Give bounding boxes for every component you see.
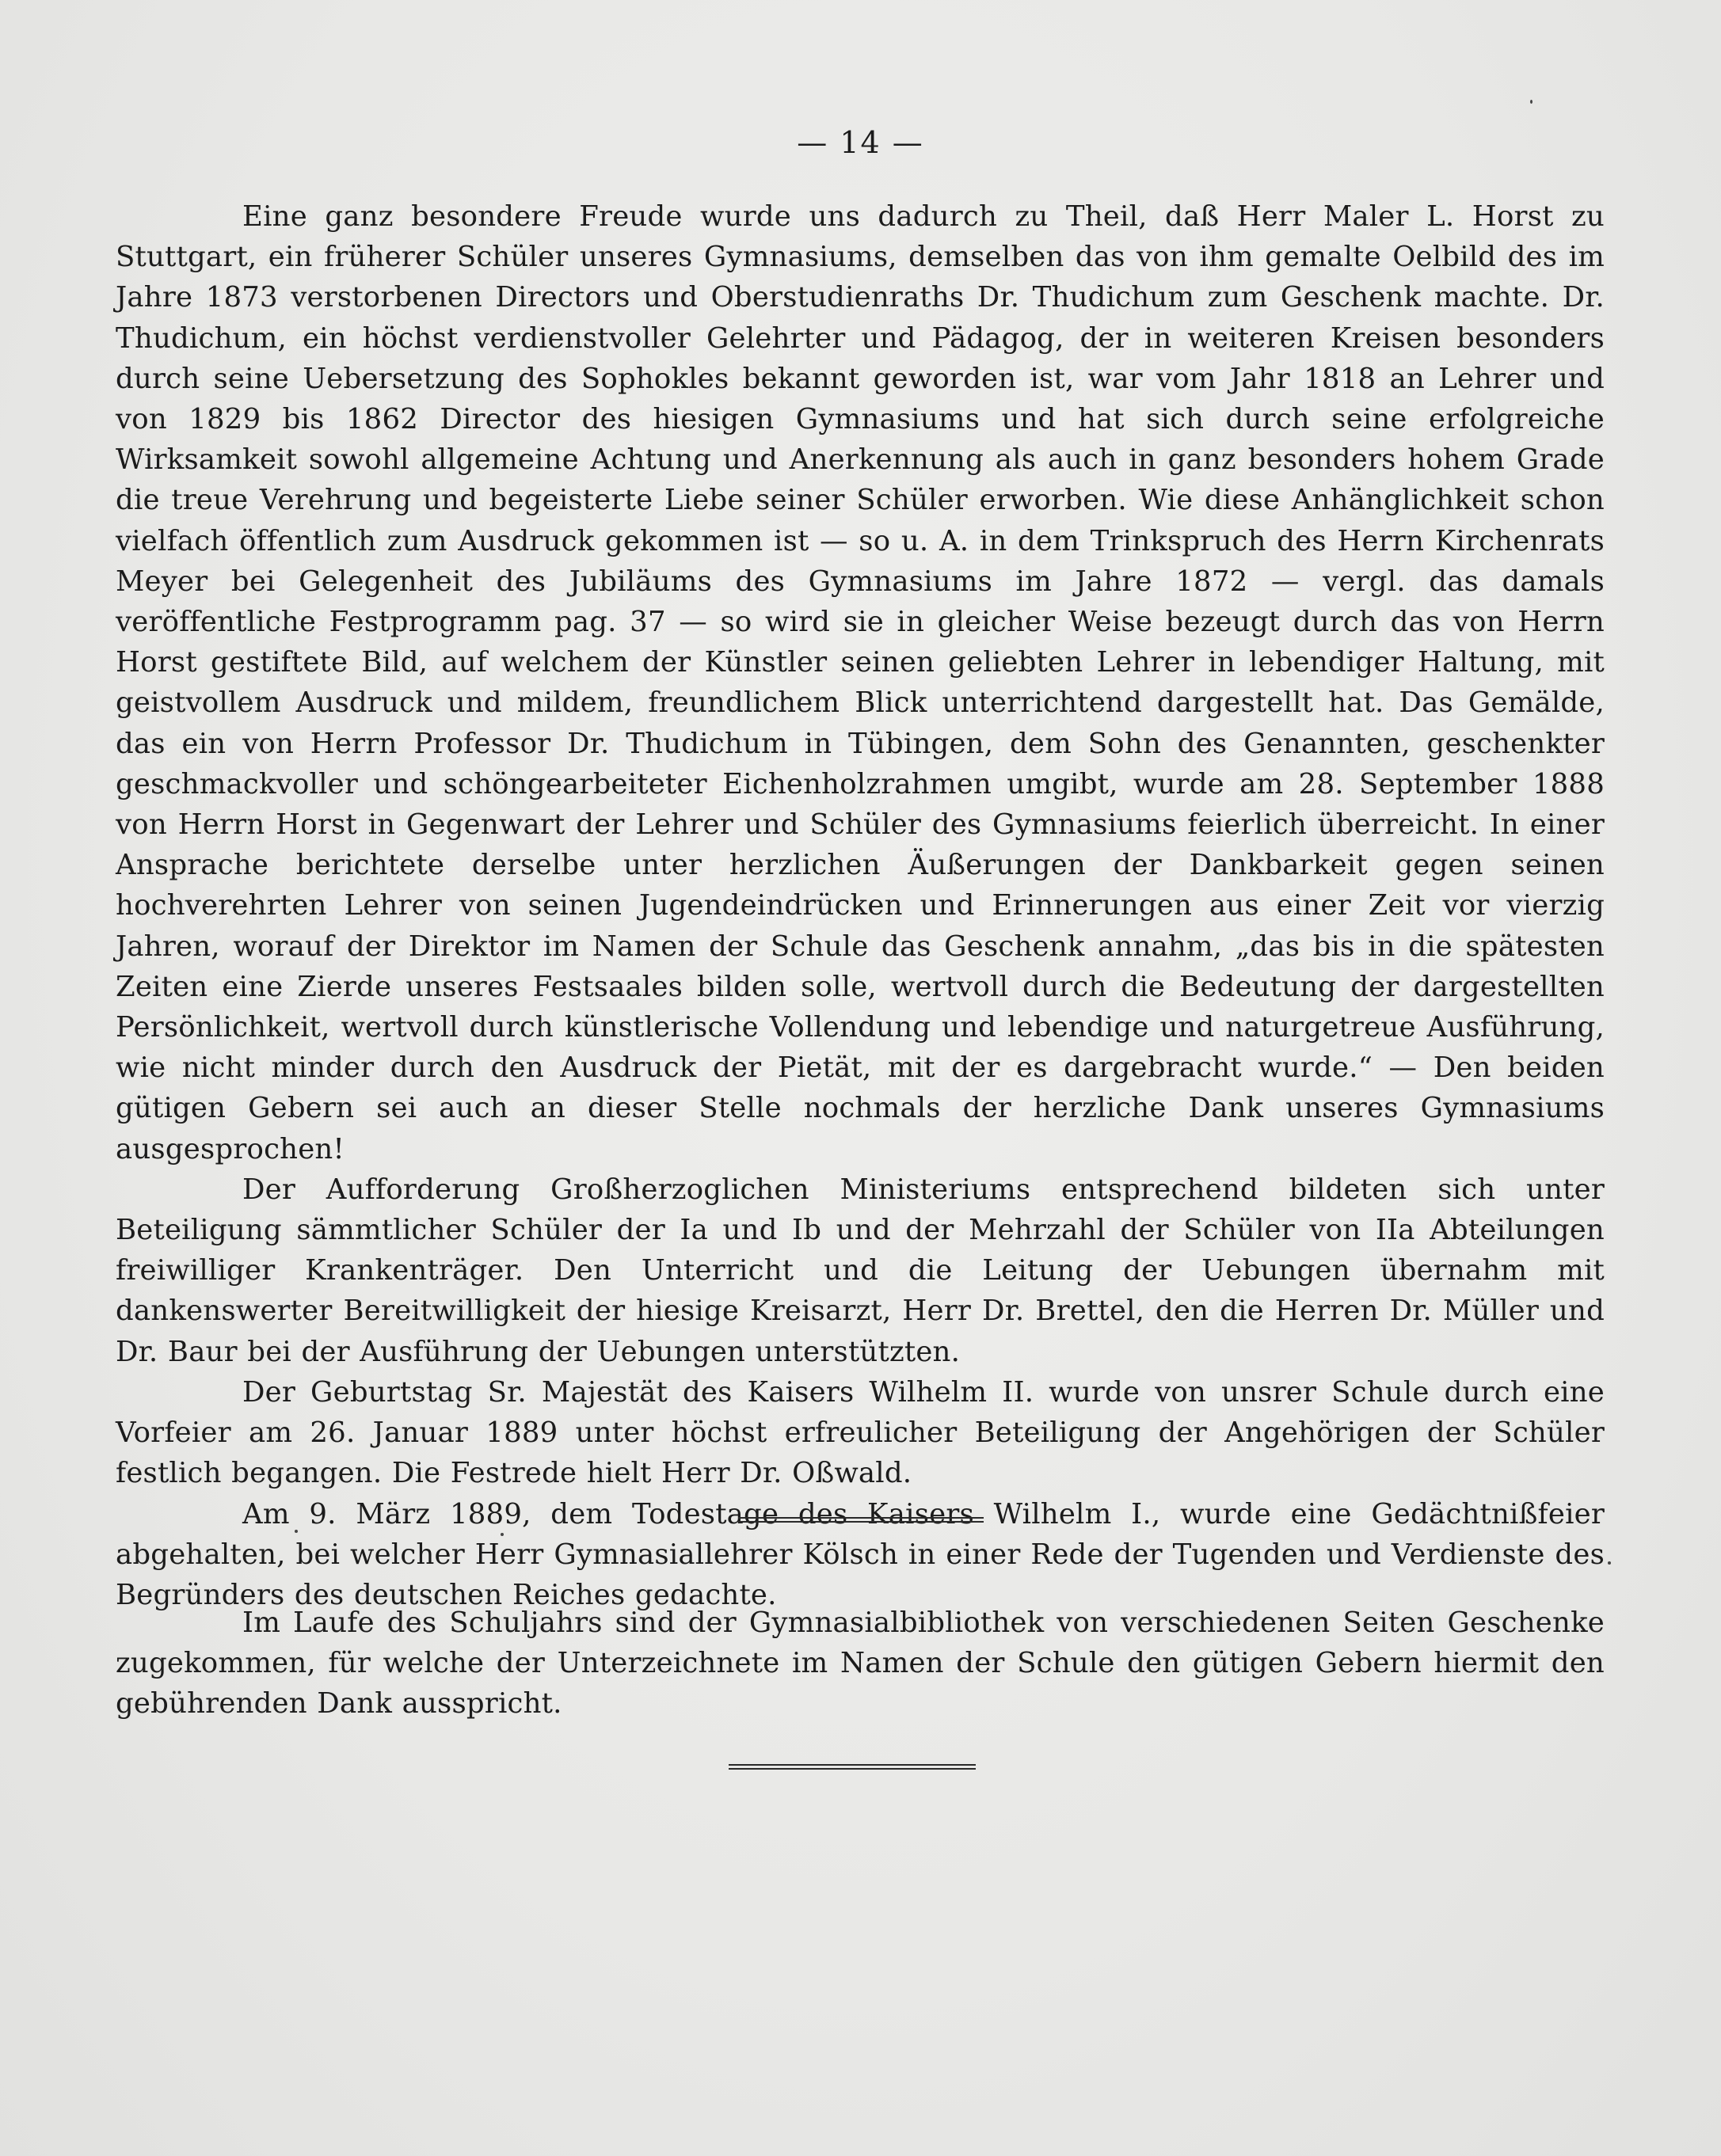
paragraph-kaiser-birthday: Der Geburtstag Sr. Majestät des Kaisers Wilhelm II. wurde von unsrer Schule durch eine Vorfeier am 26. Januar 1889 unter höchst erfreulicher Beteiligung der Angehörigen der Schüler festlich begangen. Die Festrede hielt Herr Dr. Oßwald. xyxy=(116,1375,1605,1490)
paper-speck xyxy=(295,1530,298,1533)
donations-text-block xyxy=(116,1603,1605,1724)
page-number: — 14 — xyxy=(797,125,924,160)
main-text-block xyxy=(116,196,1605,1615)
paper-speck xyxy=(1530,100,1533,104)
paper-speck xyxy=(1608,1561,1611,1565)
paragraph-portrait-gift: Eine ganz besondere Freude wurde uns dadurch zu Theil, daß Herr Maler L. Horst zu Stuttgart, ein früherer Schüler unseres Gymnasiums, demselben das von ihm gemalte Oelbild des im Jahre 1873 verstorbenen Directors und Oberstudienraths Dr. Thudichum zum Geschenk machte. Dr. Thudichum, ein höchst verdienstvoller Gelehrter und Pädagog, der in weiteren Kreisen besonders durch seine Uebersetzung des Sophokles bekannt geworden ist, war vom Jahr 1818 an Lehrer und von 1829 bis 1862 Director des hiesigen Gymnasiums und hat sich durch seine erfolgreiche Wirksamkeit sowohl allgemeine Achtung und Anerkennung als auch in ganz besonders hohem Grade die treue Verehrung und begeisterte Liebe seiner Schüler erworben. Wie diese Anhänglichkeit schon vielfach öffentlich zum Ausdruck gekommen ist — so u. A. in dem Trinkspruch des Herrn Kirchenrats Meyer bei Gelegenheit des Jubiläums des Gymnasiums im Jahre 1872 — vergl. das damals veröffentliche Festprogramm pag. 37 — so wird sie in gleicher Weise bezeugt durch das von Herrn Horst gestiftete Bild, auf welchem der Künstler seinen geliebten Lehrer in lebendiger Haltung, mit geistvollem Ausdruck und mildem, freundlichem Blick unterrichtend dargestellt hat. Das Gemälde, das ein von Herrn Professor Dr. Thudichum in Tübingen, dem Sohn des Genannten, geschenkter geschmackvoller und schöngearbeiteter Eichenholzrahmen umgibt, wurde am 28. September 1888 von Herrn Horst in Gegenwart der Lehrer und Schüler des Gymnasiums feierlich überreicht. In einer Ansprache berichtete derselbe unter herzlichen Äußerungen der Dankbarkeit gegen seinen hochverehrten Lehrer von seinen Jugendeindrücken und Erinnerungen aus einer Zeit vor vierzig Jahren, worauf der Direktor im Namen der Schule das Geschenk annahm, „das bis in die spätesten Zeiten eine Zierde unseres Festsaales bilden solle, wertvoll durch die Bedeutung der dargestellten Persönlichkeit, wertvoll durch künstlerische Vollendung und lebendige und naturgetreue Ausführung, wie nicht minder durch den Ausdruck der Pietät, mit der es dargebracht wurde.“ — Den beiden gütigen Gebern sei auch an dieser Stelle nochmals der herzliche Dank unseres Gymnasiums ausgesprochen! xyxy=(116,200,1605,1165)
paragraph-stretcher-bearers: Der Aufforderung Großherzoglichen Ministeriums entsprechend bildeten sich unter Beteiligung sämmtlicher Schüler der Ia und Ib und der Mehrzahl der Schüler von IIa Abteilungen freiwilliger Krankenträger. Den Unterricht und die Leitung der Uebungen übernahm mit dankenswerter Bereitwilligkeit der hiesige Kreisarzt, Herr Dr. Brettel, den die Herren Dr. Müller und Dr. Baur bei der Ausführung der Uebungen unterstützten. xyxy=(116,1173,1605,1368)
section-divider-top xyxy=(738,1517,984,1523)
paper-speck xyxy=(501,1533,504,1536)
paragraph-library-donations: Im Laufe des Schuljahrs sind der Gymnasialbibliothek von verschiedenen Seiten Geschenke zugekommen, für welche der Unterzeichnete im Namen der Schule den gütigen Gebern hiermit den gebührenden Dank ausspricht. xyxy=(116,1607,1605,1721)
section-divider-bottom xyxy=(729,1764,976,1770)
paragraph-memorial: Am 9. März 1889, dem Todestage des Kaisers Wilhelm I., wurde eine Gedächtnißfeier abgehalten, bei welcher Herr Gymnasiallehrer Kölsch in einer Rede der Tugenden und Verdienste des Begründers des deutschen Reiches gedachte. xyxy=(116,1497,1605,1611)
